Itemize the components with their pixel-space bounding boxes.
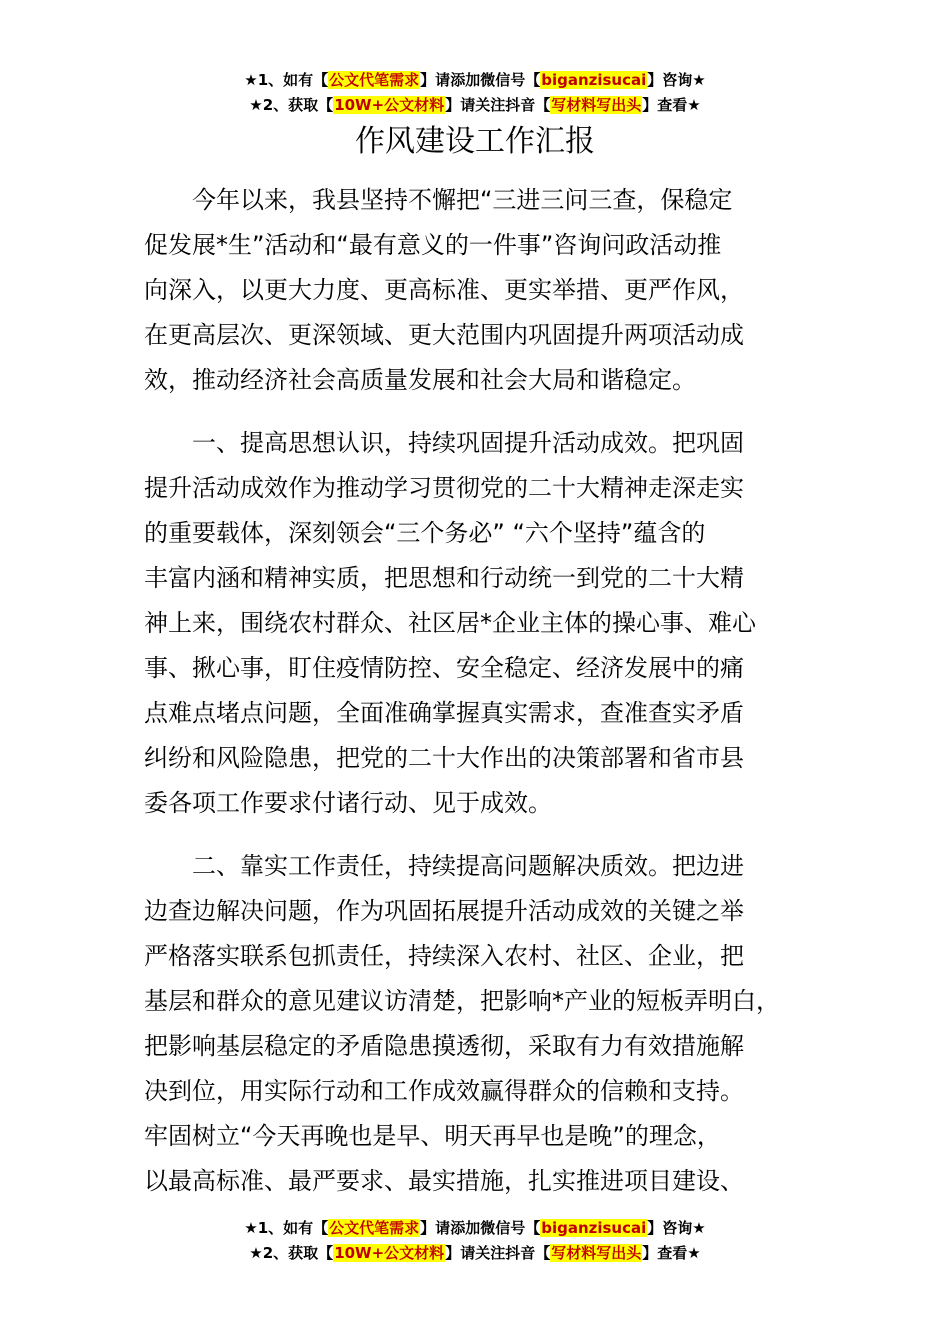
promo-text: 关注 (475, 1244, 506, 1262)
promo-line-2 (0, 1241, 950, 1266)
paragraph-line: 决到位，用实际行动和工作成效赢得群众的信赖和支持。 (144, 1077, 744, 1105)
promo-text: 抖音【 (505, 96, 551, 114)
paragraph-line: 一、提高思想认识，持续巩固提升活动成效。把巩固 (192, 429, 744, 457)
paragraph-line: 把影响基层稳定的矛盾隐患摸透彻，采取有力有效措施解 (144, 1032, 744, 1060)
promo-text: 抖音【 (505, 1244, 551, 1262)
paragraph-line: 基层和群众的意见建议访清楚，把影响*产业的短板弄明白， (144, 987, 780, 1015)
paragraph-intro (144, 178, 812, 403)
promo-text: 关注 (475, 96, 506, 114)
paragraph-line: 促发展*生”活动和“最有意义的一件事”咨询问政活动推 (144, 231, 722, 259)
promo-text: 微信号【 (480, 1219, 541, 1237)
document-title: 作风建设工作汇报 (355, 124, 595, 159)
paragraph-line: 丰富内涵和精神实质，把思想和行动统一到党的二十大精 (144, 564, 744, 592)
paragraph-line: 今年以来，我县坚持不懈把“三进三问三查，保稳定 (192, 186, 733, 214)
promo-text: 】请 (420, 71, 451, 89)
promo-text: ★1、如有【 (244, 1219, 329, 1237)
paragraph-line: 效，推动经济社会高质量发展和社会大局和谐稳定。 (144, 366, 696, 394)
paragraph-line: 牢固树立“今天再晚也是早、明天再早也是晚”的理念， (144, 1122, 721, 1150)
paragraph-section-1 (144, 421, 812, 826)
promo-text: ★2、获取【 (249, 1244, 334, 1262)
promo-highlight: 10W+公文材料 (334, 1244, 445, 1262)
promo-text: 添加 (450, 71, 481, 89)
promo-highlight: 公文代笔需求 (329, 71, 420, 89)
promo-highlight-wechat-id: biganzisucai (541, 1219, 647, 1237)
paragraph-line: 神上来，围绕农村群众、社区居*企业主体的操心事、难心 (144, 609, 756, 637)
document-body (144, 178, 812, 1222)
promo-highlight: 10W+公文材料 (334, 96, 445, 114)
promo-text: ★1、如有【 (244, 71, 329, 89)
paragraph-line: 以最高标准、最严要求、最实措施，扎实推进项目建设、 (144, 1167, 744, 1195)
paragraph-line: 事、揪心事，盯住疫情防控、安全稳定、经济发展中的痛 (144, 654, 744, 682)
promo-text: ★2、获取【 (249, 96, 334, 114)
promo-text: 】咨询★ (647, 1219, 706, 1237)
promo-text: 】咨询★ (647, 71, 706, 89)
promo-line-1 (0, 68, 950, 93)
paragraph-line: 在更高层次、更深领域、更大范围内巩固提升两项活动成 (144, 321, 744, 349)
promo-text: 】请 (445, 1244, 476, 1262)
promo-highlight: 公文代笔需求 (329, 1219, 420, 1237)
paragraph-line: 边查边解决问题，作为巩固拓展提升活动成效的关键之举 (144, 897, 744, 925)
promo-banner-bottom (0, 1216, 950, 1266)
promo-text: 微信号【 (480, 71, 541, 89)
paragraph-line: 二、靠实工作责任，持续提高问题解决质效。把边进 (192, 852, 744, 880)
promo-line-2 (0, 93, 950, 118)
promo-text: 】请 (445, 96, 476, 114)
promo-text: 】请 (420, 1219, 451, 1237)
paragraph-line: 点难点堵点问题，全面准确掌握真实需求，查准查实矛盾 (144, 699, 744, 727)
promo-text: 】查看★ (642, 1244, 701, 1262)
paragraph-line: 纠纷和风险隐患，把党的二十大作出的决策部署和省市县 (144, 744, 744, 772)
promo-highlight-douyin-id: 写材料写出头 (551, 96, 642, 114)
paragraph-line: 委各项工作要求付诸行动、见于成效。 (144, 789, 552, 817)
paragraph-line: 的重要载体，深刻领会“三个务必” “六个坚持”蕴含的 (144, 519, 706, 547)
promo-text: 添加 (450, 1219, 481, 1237)
promo-text: 】查看★ (642, 96, 701, 114)
paragraph-line: 严格落实联系包抓责任，持续深入农村、社区、企业，把 (144, 942, 744, 970)
promo-banner-top (0, 68, 950, 118)
promo-highlight-wechat-id: biganzisucai (541, 71, 647, 89)
promo-highlight-douyin-id: 写材料写出头 (551, 1244, 642, 1262)
paragraph-line: 提升活动成效作为推动学习贯彻党的二十大精神走深走实 (144, 474, 744, 502)
paragraph-section-2 (144, 844, 812, 1204)
paragraph-line: 向深入，以更大力度、更高标准、更实举措、更严作风， (144, 276, 744, 304)
promo-line-1 (0, 1216, 950, 1241)
